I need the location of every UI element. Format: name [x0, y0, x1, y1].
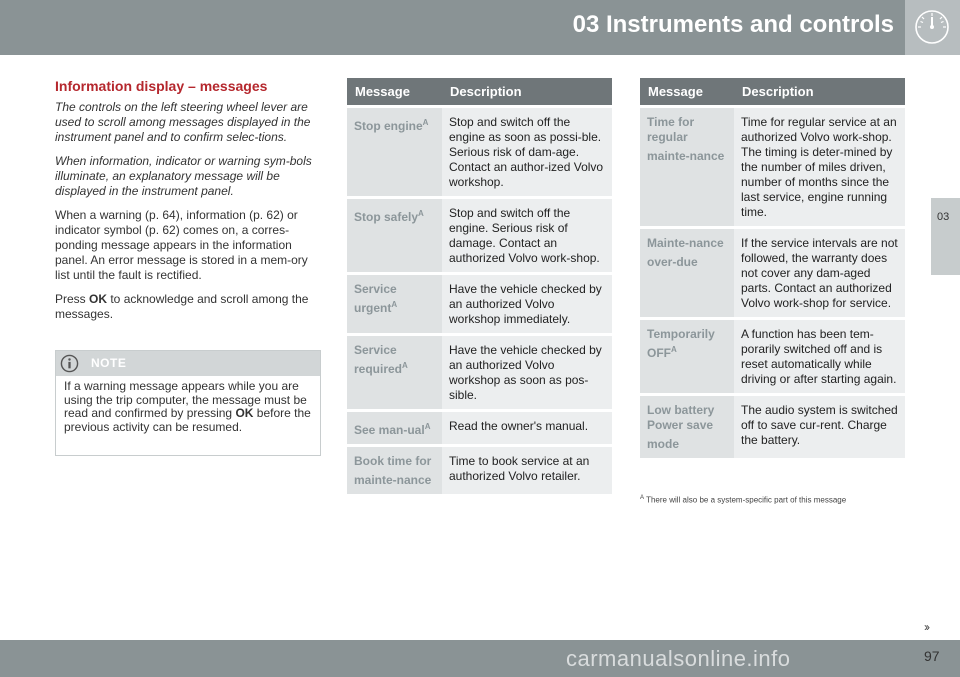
message-text: Low battery Power save mode: [647, 403, 715, 451]
table-row: [347, 333, 612, 409]
description-cell: Have the vehicle checked by an authorized Volvo workshop as soon as pos-sible.: [442, 333, 612, 409]
message-text: Service urgent: [354, 282, 397, 315]
message-text: Time for regular mainte-nance: [647, 115, 725, 163]
column-header-message: Message: [347, 78, 442, 105]
message-text: Temporarily OFF: [647, 327, 715, 360]
message-cell: [347, 333, 442, 409]
table-row: [640, 317, 905, 393]
note-header: [56, 351, 320, 376]
table-row: [640, 105, 905, 226]
body-text: Press: [55, 292, 90, 306]
column-header-description: Description: [442, 78, 612, 105]
intro-column: [55, 78, 321, 331]
table-row: [640, 393, 905, 458]
body-paragraph-1: When a warning (p. 64), information (p. 62) or indicator symbol (p. 62) comes on, a corres-ponding message appears in the information panel. An error message is stored in a mem-ory list until the fault is rectified.: [55, 208, 308, 282]
message-cell: [347, 196, 442, 272]
column-header-message: Message: [640, 78, 734, 105]
description-cell: If the service intervals are not followed, the warranty does not cover any dam-aged parts. Contact an authorized Volvo work-shop for service.: [734, 226, 905, 317]
double-chevron-right-icon[interactable]: ››: [924, 620, 928, 634]
message-cell: [347, 409, 442, 444]
table-row: [347, 444, 612, 494]
note-text-part: before the previous activity can be resumed.: [64, 406, 311, 434]
description-cell: Stop and switch off the engine. Serious risk of damage. Contact an authorized Volvo work-shop.: [442, 196, 612, 272]
footnote-marker: A: [418, 209, 424, 218]
message-text: Service required: [354, 343, 403, 376]
description-cell: Have the vehicle checked by an authorized Volvo workshop immediately.: [442, 272, 612, 333]
messages-table-2: [640, 78, 905, 458]
watermark: carmanualsonline.info: [566, 646, 791, 671]
footnote-marker: A: [402, 361, 408, 370]
footnote-marker: A: [391, 300, 398, 309]
page-header: [0, 0, 960, 55]
section-title: Information display – messages: [55, 78, 268, 94]
info-icon: [60, 354, 79, 373]
column-header-description: Description: [734, 78, 905, 105]
message-text: Stop safely: [354, 210, 419, 224]
footnote-marker: A: [640, 495, 645, 501]
body-paragraph-2: [55, 292, 321, 322]
footnote-text: There will also be a system-specific part of this message: [644, 495, 847, 505]
table-header-row: [347, 78, 612, 105]
gauge-icon-box: [905, 0, 960, 55]
body-text: to acknowledge and scroll among the messages.: [55, 292, 309, 321]
description-cell: Time for regular service at an authorized Volvo work-shop. The timing is deter-mined by the number of miles driven, number of months since the last service, engine running time.: [734, 105, 905, 226]
description-cell: The audio system is switched off to save cur-rent. Charge the battery.: [734, 393, 905, 458]
note-label: NOTE: [91, 356, 127, 370]
message-cell: [347, 444, 442, 494]
note-text-part: If a warning message appears while you are using the trip computer, the message must be read and confirmed by pressing: [64, 379, 307, 420]
messages-table-1: [347, 78, 612, 494]
footnote-marker: A: [671, 345, 677, 354]
table-row: [347, 272, 612, 333]
page-number: 97: [924, 648, 940, 664]
description-cell: A function has been tem-porarily switched off and is reset automatically while driving or after starting again.: [734, 317, 905, 393]
gauge-icon: [912, 7, 952, 47]
footnote-marker: A: [424, 422, 431, 431]
message-text: See man-ual: [354, 423, 425, 437]
footnote-marker: A: [422, 118, 429, 127]
chapter-tab[interactable]: [931, 198, 960, 275]
chapter-title: 03 Instruments and controls: [572, 11, 894, 38]
note-text: [56, 376, 320, 438]
ok-keyword: OK: [235, 406, 254, 420]
description-cell: Time to book service at an authorized Volvo retailer.: [442, 444, 612, 494]
message-text: Stop engine: [354, 119, 423, 133]
message-cell: [347, 105, 442, 196]
description-cell: Read the owner's manual.: [442, 409, 612, 444]
note-box: [55, 350, 321, 456]
page-footer: [0, 640, 960, 677]
description-cell: Stop and switch off the engine as soon as possi-ble. Serious risk of dam-age. Contact an author-ized Volvo workshop.: [442, 105, 612, 196]
footnote: [640, 495, 846, 505]
message-text: Book time for mainte-nance: [354, 454, 432, 487]
table-row: [347, 196, 612, 272]
intro-paragraph-2: When information, indicator or warning sym-bols illuminate, an explanatory message will be displayed in the instrument panel.: [55, 154, 312, 198]
table-header-row: [640, 78, 905, 105]
ok-keyword: OK: [89, 292, 108, 306]
message-text: Mainte-nance over-due: [647, 236, 724, 269]
table-row: [640, 226, 905, 317]
message-cell: [640, 393, 734, 458]
intro-paragraph-1: The controls on the left steering wheel lever are used to scroll among messages displayed in the instrument panel and to confirm selec-tions.: [55, 100, 311, 144]
chapter-tab-label: 03: [937, 211, 950, 223]
table-row: [347, 409, 612, 444]
table-row: [347, 105, 612, 196]
message-cell: [347, 272, 442, 333]
message-cell: [640, 317, 734, 393]
message-cell: [640, 226, 734, 317]
message-cell: [640, 105, 734, 226]
